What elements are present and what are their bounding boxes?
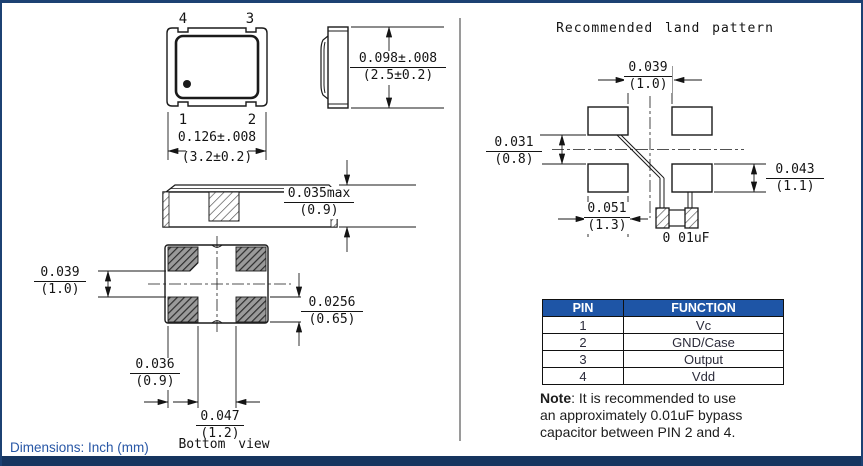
front-view-left-castellation (163, 192, 169, 227)
pin-function-cell: GND/Case (624, 334, 784, 351)
bottom-pad-3 (168, 297, 198, 322)
dim-mm-value: (1.3) (587, 218, 627, 234)
bypass-capacitor-symbol (656, 208, 698, 228)
dim-inch-value: 0.039 (34, 266, 86, 282)
pin-label-3: 3 (245, 11, 255, 27)
dim-pad-width (130, 358, 180, 390)
dim-mm-value: (2.5±0.2) (362, 68, 434, 84)
bottom-pad-1 (168, 247, 198, 271)
table-header-function: FUNCTION (624, 300, 784, 317)
dim-mm-value: (1.2) (200, 426, 240, 442)
pin-label-1: 1 (178, 112, 188, 128)
dim-package-height (350, 52, 446, 84)
pin-number-cell: 1 (543, 317, 624, 334)
pin-function-cell: Output (624, 351, 784, 368)
pin-number-cell: 4 (543, 368, 624, 385)
dim-mm-value: (1.0) (628, 77, 668, 93)
dim-inch-value: 0.126±.008 (177, 130, 257, 145)
lp-dim-left (486, 136, 542, 168)
dim-inch-value: 0.031 (486, 136, 542, 152)
dim-inch-value: 0.043 (766, 163, 824, 179)
note-line-1 (540, 390, 790, 407)
land-pattern-title: Recommended land pattern (556, 21, 774, 36)
bypass-capacitor-note (540, 390, 790, 441)
land-pad-top-left (588, 107, 628, 135)
table-row (543, 317, 784, 334)
dim-mm-value: (0.65) (308, 312, 356, 328)
dim-inch-value: 0.036 (130, 358, 180, 374)
land-pattern-pads (552, 96, 744, 218)
pin-number-cell: 2 (543, 334, 624, 351)
pin-number-cell: 3 (543, 351, 624, 368)
table-header-pin: PIN (543, 300, 624, 317)
note-label: Note (540, 390, 572, 406)
land-pad-bottom-right (672, 164, 712, 192)
capacitor-value-label: 0 01uF (662, 231, 710, 246)
dim-inch-value: 0.098±.008 (350, 52, 446, 68)
dim-mm-value: (3.2±0.2) (181, 150, 253, 166)
table-row (543, 368, 784, 385)
note-line-2: an approximately 0.01uF bypass (540, 407, 743, 423)
dim-body-height-max (284, 187, 354, 219)
pin-label-4: 4 (178, 11, 188, 27)
lp-dim-right (766, 163, 824, 195)
lp-dim-top (624, 61, 672, 93)
dim-mm-value: (0.9) (135, 374, 175, 390)
pin-function-table (542, 299, 784, 385)
note-text: : It is recommended to use (571, 390, 737, 406)
pin-function-cell: Vc (624, 317, 784, 334)
dim-mm-value: (1.1) (775, 179, 815, 195)
side-view-outline (321, 27, 348, 108)
bottom-pad-2 (236, 247, 266, 271)
dim-mm-value: (1.0) (40, 282, 80, 298)
bottom-pad-4 (236, 297, 266, 322)
dim-mm-value: (0.8) (494, 152, 534, 168)
dim-inch-value: 0.051 (584, 202, 630, 218)
bottom-view-outline (148, 236, 291, 334)
dim-inch-value: 0.047 (196, 410, 244, 426)
land-pad-bottom-left (588, 164, 628, 192)
note-line-3: capacitor between PIN 2 and 4. (540, 424, 736, 440)
dim-inch-value: 0.035max (284, 187, 354, 203)
top-view-outline (167, 28, 267, 106)
vertical-divider (459, 18, 461, 441)
pin-function-cell: Vdd (624, 368, 784, 385)
lp-dim-bottom (584, 202, 630, 234)
bottom-bar (0, 456, 863, 466)
dim-mm-value: (0.9) (299, 203, 339, 219)
table-header-row (543, 300, 784, 317)
front-view-center-pad (209, 192, 239, 221)
table-row (543, 351, 784, 368)
dim-pad-height (301, 296, 363, 328)
land-pad-top-right (672, 107, 712, 135)
dimensions-units-note: Dimensions: Inch (mm) (10, 440, 149, 455)
dim-inch-value: 0.0256 (301, 296, 363, 312)
pin-label-2: 2 (247, 112, 257, 128)
dim-package-width (160, 131, 274, 166)
table-row (543, 334, 784, 351)
dim-inch-value: 0.039 (624, 61, 672, 77)
dim-pad-gap-vertical (34, 266, 86, 298)
pin1-indicator-dot (183, 80, 191, 88)
bottom-view-label: Bottom view (178, 437, 270, 452)
